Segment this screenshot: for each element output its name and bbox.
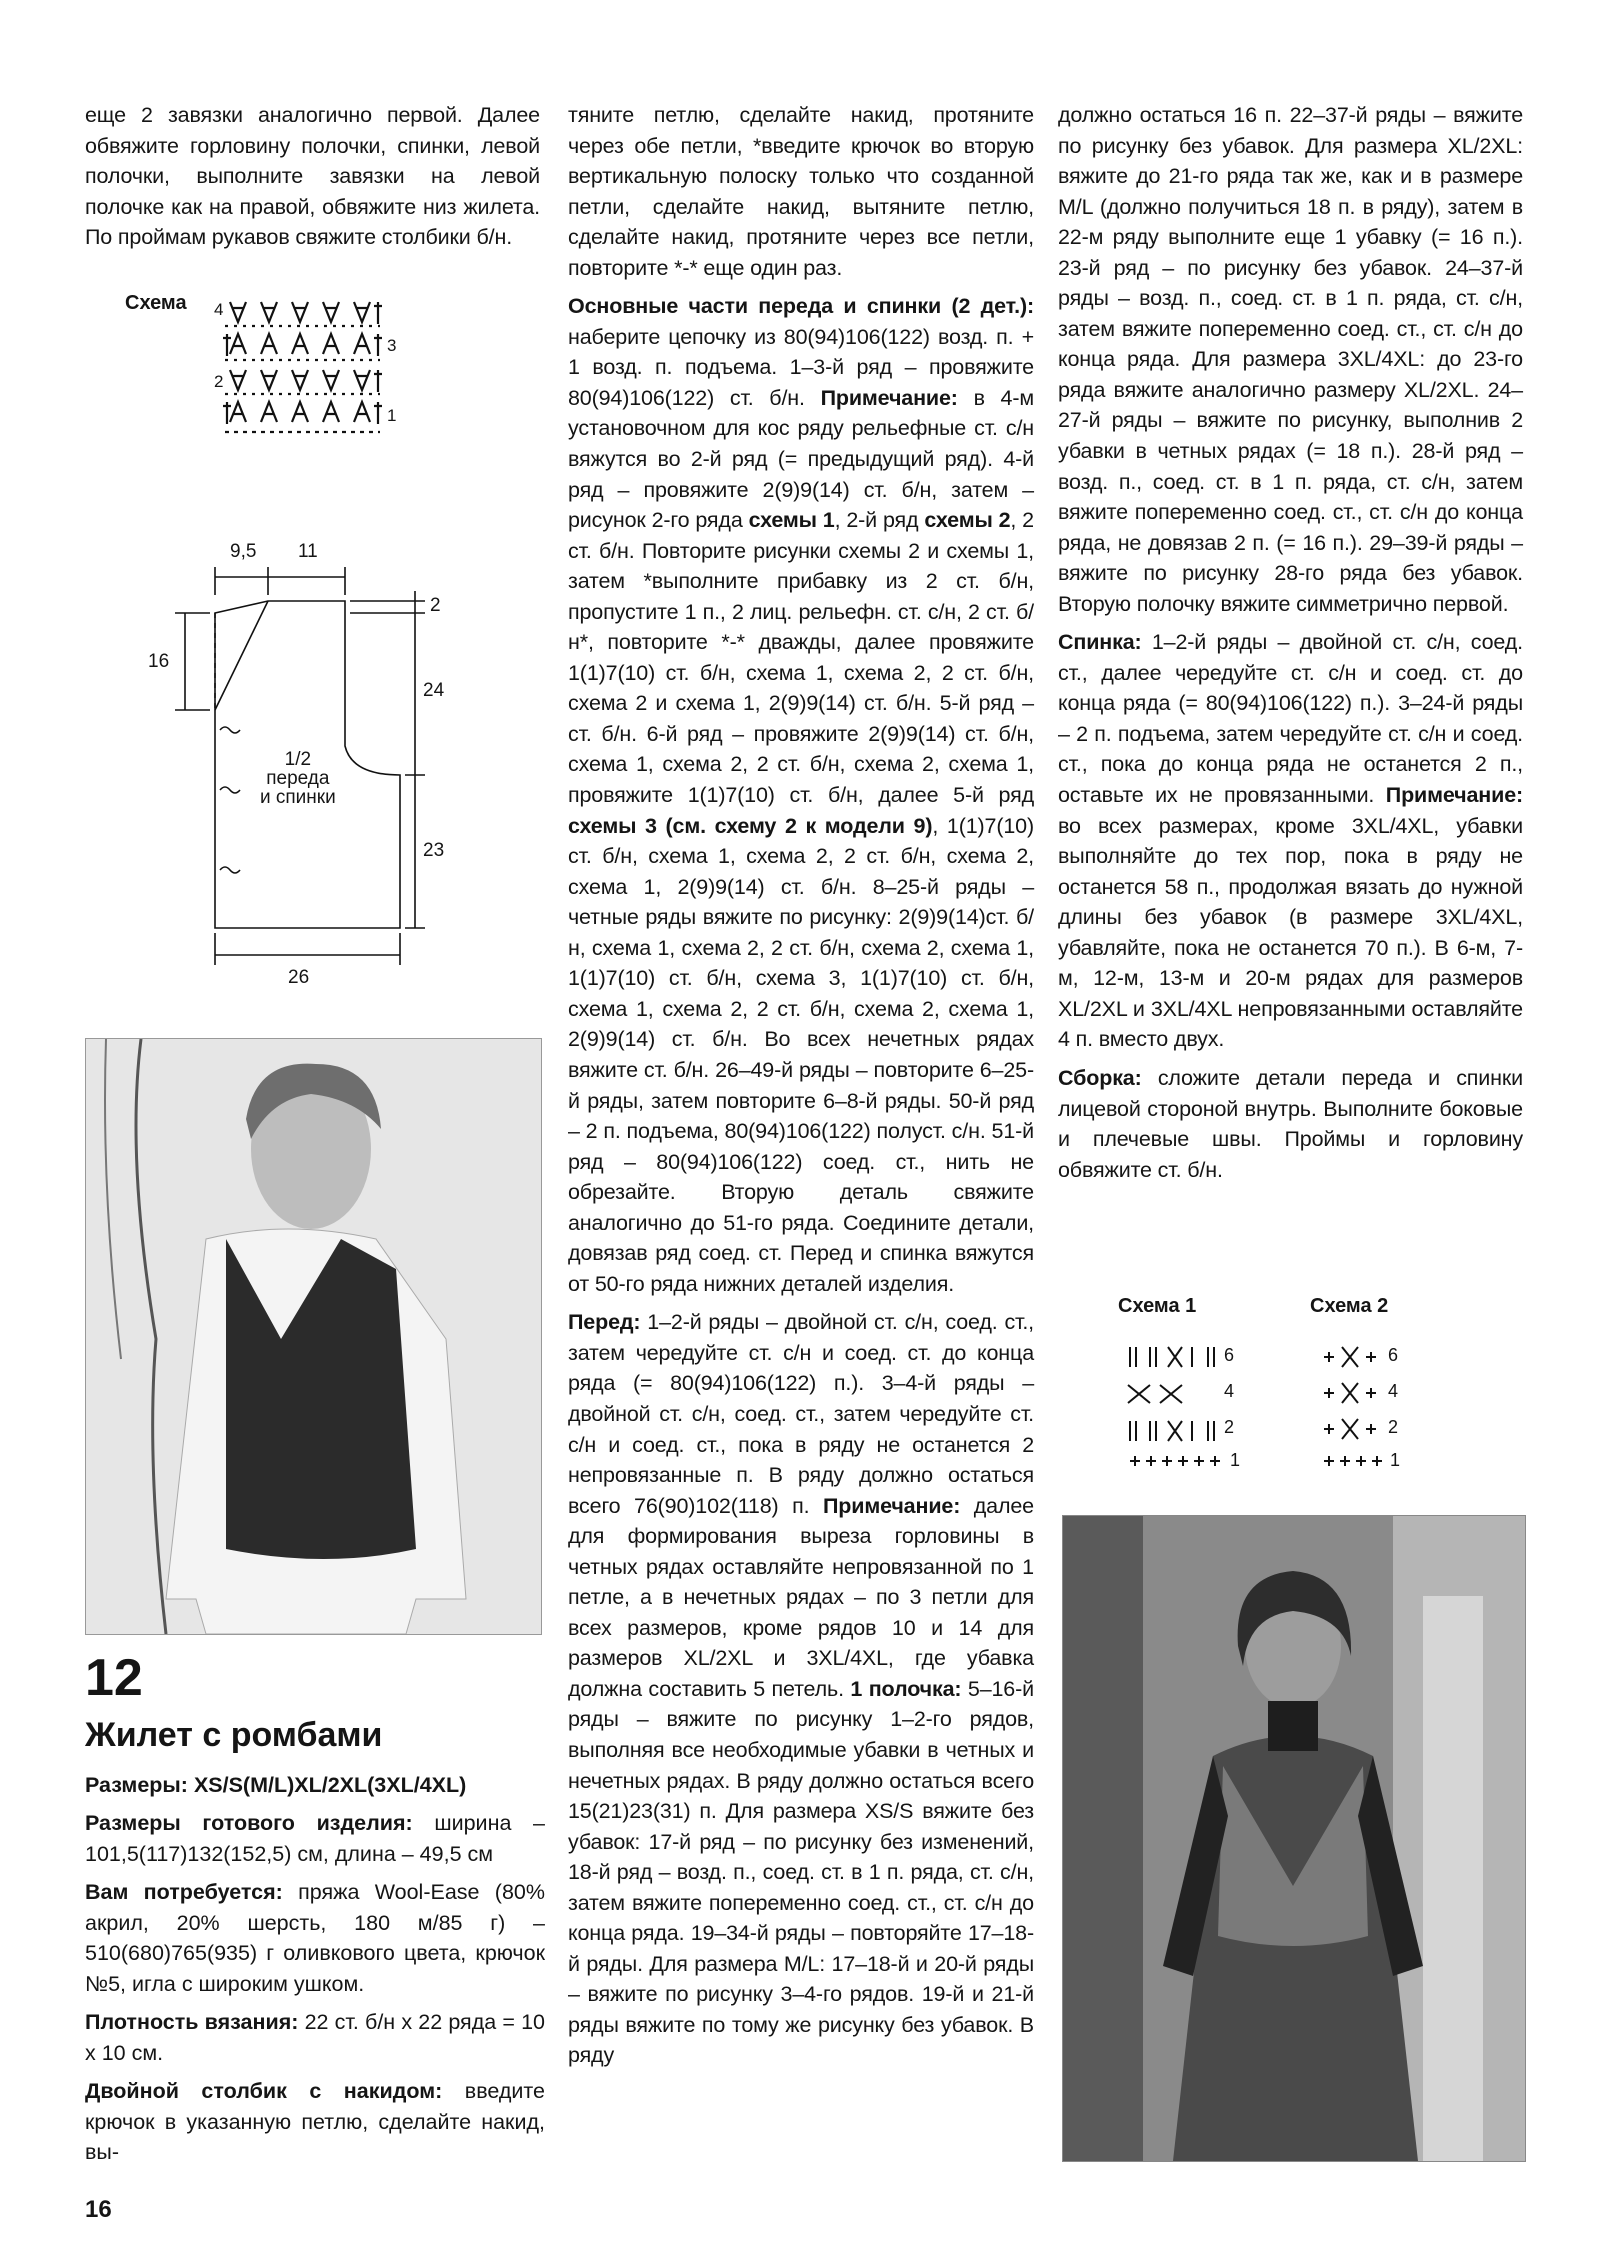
scheme-2-row-4: 4	[1388, 1381, 1399, 1401]
scheme-2-title: Схема 2	[1310, 1295, 1389, 1317]
spec-dc-value: введите крючок в указанную петлю, сделайте накид, вы-	[85, 2079, 545, 2164]
col2-p3-b: далее для формирования выреза горловины в четных рядах оставляйте непровязанной по 1 петле, а в нечетных рядах – по 3 петли для всех размеров, кроме рядов 10 и 14 для размеров XL/2XL и 3XL/4XL, где убавка должна составить 5 петель.	[568, 1493, 1034, 1701]
col2-p3-a: 1–2-й ряды – двойной ст. с/н, соед. ст., затем чередуйте ст. с/н и соед. ст. до конца ряда (= 80(94)106(122) п.). 3–4-й ряды – двойной ст. с/н, соед. ст., затем чередуйте ст. с/н и соед. ст., пока в ряду не останется 2 непровязанные п. В ряду должно остаться всего 76(90)102(118) п.	[568, 1310, 1035, 1518]
col3-p2	[1058, 627, 1523, 1055]
schema-top-row-4: 4	[214, 300, 224, 319]
col2-p2-d: , 2 ст. б/н. Повторите рисунки схемы 2 и схемы 1, затем *выполните прибавку из 2 ст. б/н, пропустите 1 п., 2 лиц. рельефн. ст. с/н, 2 ст. б/н*, повторите *-* дважды, далее провяжите 1(1)7(10) ст. б/н, схема 1, схема 2, 2 ст. б/н, схема 2 и схема 1, 2(9)9(14) ст. б/н. 5-й ряд – ст. б/н. 6-й ряд – провяжите 2(9)9(14) ст. б/н, схема 1, схема 2, 2 ст. б/н, схема 2, схема 1, провяжите 1(1)7(10) ст. б/н, далее 5-й ряд	[568, 508, 1034, 808]
spec-dc	[85, 2076, 545, 2168]
col2-p3-pl: 1 полочка:	[850, 1676, 962, 1701]
page-number: 16	[85, 2196, 112, 2223]
diagram-label-line1: 1/2	[284, 749, 312, 770]
col2-p3	[568, 1307, 1034, 2071]
col3-p3	[1058, 1063, 1523, 1185]
col2-p2-s2: схемы 2	[924, 508, 1011, 533]
col3-p2-b: во всех размерах, кроме 3XL/4XL, убавки выполняйте до тех пор, пока в ряду не останется 58 п., продолжая вязать до нужной длины без убавок (в размере 3XL/4XL, убавляйте, пока не останется 70 п.). В 6-м, 7-м, 12-м, 13-м и 20-м рядах для размеров XL/2XL и 3XL/4XL непровязанными оставляйте 4 п. вместо двух.	[1058, 813, 1523, 1052]
col3-p1: должно остаться 16 п. 22–37-й ряды – вяжите по рисунку без убавок. Для размера XL/2XL: вяжите до 21-го ряда так же, как и в размере M/L (должно получиться 18 п. в ряду), затем в 22-м ряду выполните еще 1 убавку (= 16 п.). 23-й ряд – по рисунку без убавок. 24–37-й ряды – возд. п., соед. ст. в 1 п. ряда, ст. с/н, затем вяжите попеременно соед. ст., ст. с/н до конца ряда. Для размера 3XL/4XL: до 23-го ряда вяжите аналогично размеру XL/2XL. 24–27-й ряды – вяжите по рисунку, выполнив 2 убавки в четных рядах (= 18 п.). 28-й ряд – возд. п., соед. ст. в 1 п. ряда, ст. с/н, затем вяжите попеременно соед. ст., ст. с/н до конца ряда, не довязав 2 п. (= 16 п.). 29–39-й ряды – вяжите по рисунку 28-го ряда без убавок. Вторую полочку вяжите симметрично первой.	[1058, 103, 1523, 616]
col1-intro-text	[85, 100, 540, 253]
col3-p3-a: сложите детали переда и спинки лицевой стороной внутрь. Выполните боковые и плечевые швы. Проймы и горловину обвяжите ст. б/н.	[1058, 1065, 1523, 1182]
col2-p3-label: Перед:	[568, 1310, 641, 1335]
photo-model-vest-image	[86, 1039, 541, 1634]
spec-need-label: Вам потребуется:	[85, 1880, 283, 1904]
col2-p3-note: Примечание:	[822, 1493, 961, 1518]
schema-top-title: Схема	[125, 292, 187, 314]
diagram-label	[260, 750, 336, 807]
col3-p3-label: Сборка:	[1058, 1065, 1142, 1090]
col2-p2-note: Примечание:	[820, 385, 958, 410]
schema-row-4-stitches	[225, 302, 382, 326]
schema-top-row-3: 3	[387, 336, 397, 355]
spec-finished-label: Размеры готового изделия:	[85, 1811, 413, 1835]
schema-row-1-stitches	[223, 402, 382, 432]
col3-p2-note: Примечание:	[1385, 783, 1524, 808]
spec-need	[85, 1877, 545, 1999]
column-2	[568, 100, 1034, 2079]
scheme-2-row-2: 2	[1388, 1417, 1399, 1437]
col2-p2-s1: схемы 1	[748, 508, 835, 533]
scheme-1-title: Схема 1	[1118, 1295, 1197, 1317]
spec-finished-value: ширина – 101,5(117)132(152,5) см, длина – 49,5 см	[85, 1811, 545, 1866]
photo-model-dress	[1062, 1515, 1526, 2162]
spec-dc-label: Двойной столбик с накидом:	[85, 2079, 443, 2103]
spec-density	[85, 2007, 545, 2068]
dim-16: 16	[148, 651, 170, 672]
dim-9-5: 9,5	[230, 541, 257, 562]
schemes-small	[1110, 1295, 1510, 1485]
col2-p2-b: в 4-м установочном для кос ряду рельефные ст. с/н вяжутся во 2-й ряд (= предыдущий ряд). 4-й ряд – провяжите 2(9)9(14) ст. б/н, затем – рисунок 2-го ряда	[568, 385, 1035, 533]
scheme-1-row-1: 1	[1230, 1450, 1241, 1470]
col2-p2-a: наберите цепочку из 80(94)106(122) возд. п. + 1 возд. п. подъема. 1–3-й ряд – провяжите 80(94)106(122) ст. б/н.	[568, 324, 1034, 410]
spec-finished	[85, 1808, 545, 1869]
scheme-2-row-1: 1	[1390, 1450, 1401, 1470]
dim-23: 23	[423, 840, 445, 861]
col1-intro-paragraph: еще 2 завязки аналогично первой. Далее обвяжите горловину полочки, спинки, левой полочки, выполните завязки на левой полочке как на правой, обвяжите низ жилета. По проймам рукавов свяжите столбики б/н.	[85, 103, 540, 250]
scheme-1-row-6: 6	[1224, 1345, 1235, 1365]
schema-row-3-stitches	[223, 334, 382, 360]
col3-p2-a: 1–2-й ряды – двойной ст. с/н, соед. ст., далее чередуйте ст. с/н и соед. ст. до конца ряда (= 80(94)106(122) п.). 3–24-й ряды – 2 п. подъема, затем чередуйте ст. с/н и соед. ст., пока до конца ряда не останется 2 п., оставьте их не провязанными.	[1058, 630, 1523, 808]
col2-p2-c: , 2-й ряд	[834, 508, 919, 533]
dim-2: 2	[430, 595, 441, 616]
col2-p2-s3: схемы 3 (см. схему 2 к модели 9)	[568, 813, 933, 838]
dim-26: 26	[288, 967, 310, 988]
column-1	[85, 100, 540, 261]
scheme-1-row-4: 4	[1224, 1381, 1235, 1401]
diagram-label-line2: переда	[266, 768, 330, 789]
spec-need-value: пряжа Wool-Ease (80% акрил, 20% шерсть, 180 м/85 г) – 510(680)765(935) г оливкового цвета, крючок №5, игла с широким ушком.	[85, 1880, 545, 1996]
col2-p2-label: Основные части переда и спинки (2 дет.):	[568, 294, 1034, 319]
spec-sizes	[85, 1770, 545, 1801]
scheme-2-row-6: 6	[1388, 1345, 1399, 1365]
photo-model-dress-image	[1063, 1516, 1525, 2161]
spec-sizes-label: Размеры:	[85, 1773, 188, 1797]
scheme-1-row-2: 2	[1224, 1417, 1235, 1437]
model-title: Жилет с ромбами	[85, 1716, 383, 1754]
photo-model-vest	[85, 1038, 542, 1635]
col2-p3-c: 5–16-й ряды – вяжите по рисунку 1–2-го рядов, выполняя все необходимые убавки в четных и нечетных рядах. В ряду должно остаться всего 15(21)23(31) п. Для размера XS/S вяжите без убавок: 17-й ряд – по рисунку без изменений, 18-й ряд – возд. п., соед. ст. в 1 п. ряда, ст. с/н, затем вяжите попеременно соед. ст., ст. с/н до конца ряда. 19–34-й ряды – повторяйте 17–18-й ряды. Для размера M/L: 17–18-й и 20-й ряды – вяжите по рисунку 3–4-го рядов. 19-й и 21-й ряды вяжите по тому же рисунку без убавок. В ряду	[568, 1676, 1034, 2068]
pattern-diagram	[140, 535, 460, 995]
spec-sizes-value: XS/S(M/L)XL/2XL(3XL/4XL)	[193, 1773, 467, 1797]
schema-top-row-1: 1	[387, 406, 397, 425]
schema-top-row-2: 2	[214, 372, 224, 391]
schema-top-chart	[125, 292, 445, 492]
diagram-label-line3: и спинки	[260, 787, 336, 808]
spec-density-value: 22 ст. б/н х 22 ряда = 10 х 10 см.	[85, 2010, 546, 2065]
dim-24: 24	[423, 680, 445, 701]
schemes-small-drawing	[1110, 1295, 1510, 1485]
col2-p1: тяните петлю, сделайте накид, протяните через обе петли, *введите крючок во вторую вертикальную полоску только что созданной петли, сделайте накид, вытяните петлю, сделайте накид, протяните через все петли, повторите *-* еще один раз.	[568, 103, 1034, 280]
spec-density-label: Плотность вязания:	[85, 2010, 299, 2034]
dim-11: 11	[298, 541, 318, 562]
schema-top	[125, 292, 445, 492]
col2-p2-e: , 1(1)7(10) ст. б/н, схема 1, схема 2, 2 ст. б/н, схема 2, схема 1, 2(9)9(14) ст. б/н. 8–25-й ряды – четные ряды вяжите по рисунку: 2(9)9(14)ст. б/н, схема 1, схема 2, 2 ст. б/н, схема 2, схема 1, 1(1)7(10) ст. б/н, схема 3, 1(1)7(10) ст. б/н, схема 1, схема 2, 2 ст. б/н, схема 2, схема 1, 2(9)9(14) ст. б/н. Во всех нечетных рядах вяжите ст. б/н. 26–49-й ряды – повторите 6–25-й ряды, затем повторите 6–8-й ряды. 50-й ряд – 2 п. подъема, 80(94)106(122) полуст. с/н. 51-й ряд – 80(94)106(122) соед. ст., нить не обрезайте. Вторую деталь свяжите аналогично до 51-го ряда. Соедините детали, довязав ряд соед. ст. Перед и спинка вяжутся от 50-го ряда нижних деталей изделия.	[568, 813, 1034, 1296]
col2-p2	[568, 291, 1034, 1299]
column-3	[1058, 100, 1523, 1193]
model-number: 12	[85, 1649, 143, 1707]
col3-p2-label: Спинка:	[1058, 630, 1142, 655]
schema-row-2-stitches	[225, 370, 382, 394]
